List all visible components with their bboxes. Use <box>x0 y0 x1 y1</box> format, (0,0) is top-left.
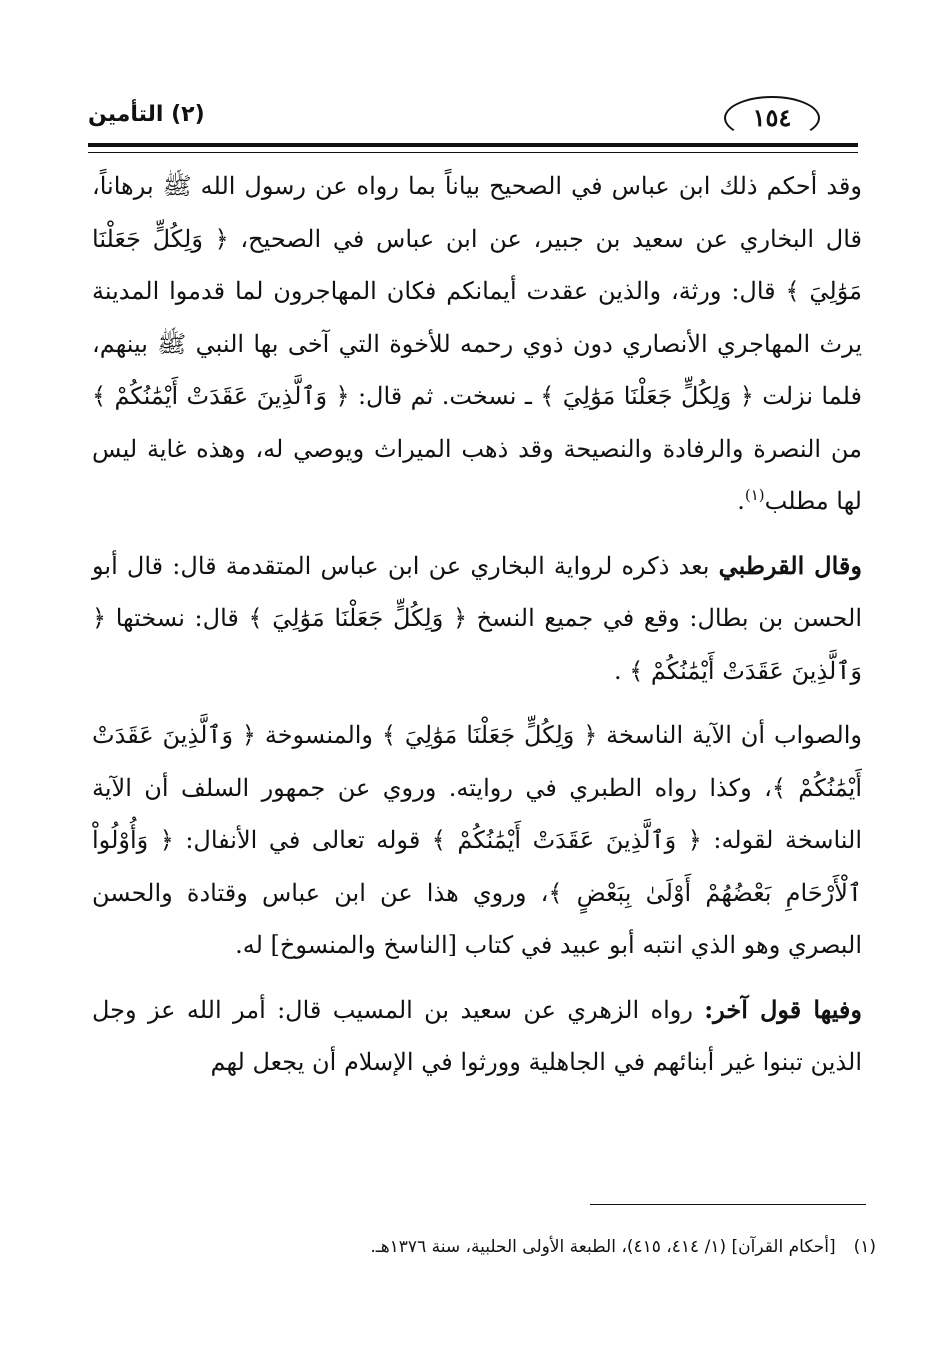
page-header <box>88 96 858 144</box>
paragraph-1 <box>92 160 862 528</box>
paragraph-lead: وفيها قول آخر: <box>704 994 862 1024</box>
header-rule <box>88 143 858 147</box>
footnote-separator <box>590 1204 866 1205</box>
footnote-1 <box>100 1232 876 1262</box>
paragraph-text: والصواب أن الآية الناسخة ﴿ وَلِكُلٍّ جَعَلْنَا مَوَٰلِيَ ﴾ والمنسوخة ﴿ وَٱلَّذِينَ عَقَدَتْ أَيْمَٰنُكُمْ ﴾، وكذا رواه الطبري في روايته. وروي عن جمهور السلف أن الآية الناسخة لقوله: ﴿ وَٱلَّذِينَ عَقَدَتْ أَيْمَٰنُكُمْ ﴾ قوله تعالى في الأنفال: ﴿ وَأُوْلُواْ ٱلْأَرْحَامِ بَعْضُهُمْ أَوْلَىٰ بِبَعْضٍ ﴾، وروي هذا عن ابن عباس وقتادة والحسن البصري وهو الذي انتبه أبو عبيد في كتاب [الناسخ والمنسوخ] له. <box>92 721 862 959</box>
paragraph-lead: وقال القرطبي <box>718 550 862 580</box>
paragraph-text: رواه الزهري عن سعيد بن المسيب قال: أمر الله عز وجل الذين تبنوا غير أبنائهم في الجاهلية وورثوا في الإسلام أن يجعل لهم <box>92 995 862 1076</box>
footnote-number: (١) <box>853 1237 876 1257</box>
paragraph-4 <box>92 984 862 1089</box>
paragraph-text: وقد أحكم ذلك ابن عباس في الصحيح بياناً بما رواه عن رسول الله ﷺ برهاناً، قال البخاري عن سعيد بن جبير، عن ابن عباس في الصحيح، ﴿ وَلِكُلٍّ جَعَلْنَا مَوَٰلِيَ ﴾ قال: ورثة، والذين عقدت أيمانكم فكان المهاجرون لما قدموا المدينة يرث المهاجري الأنصاري دون ذوي رحمه للأخوة التي آخى بها النبي ﷺ بينهم، فلما نزلت ﴿ وَلِكُلٍّ جَعَلْنَا مَوَٰلِيَ ﴾ ـ نسخت. ثم قال: ﴿ وَٱلَّذِينَ عَقَدَتْ أَيْمَٰنُكُمْ ﴾ من النصرة والرفادة والنصيحة وقد ذهب الميراث ويوصي له، وهذه غاية ليس لها مطلب <box>92 172 863 515</box>
paragraph-3 <box>92 709 862 972</box>
paragraph-text: بعد ذكره لرواية البخاري عن ابن عباس المتقدمة قال: قال أبو الحسن بن بطال: وقع في جميع النسخ ﴿ وَلِكُلٍّ جَعَلْنَا مَوَٰلِيَ ﴾ قال: نسختها ﴿ وَٱلَّذِينَ عَقَدَتْ أَيْمَٰنُكُمْ ﴾ . <box>92 551 862 685</box>
footnote-text: [أحكام القرآن] (١/ ٤١٤، ٤١٥)، الطبعة الأولى الحلبية، سنة ١٣٧٦هـ. <box>370 1237 836 1257</box>
header-rule-thin <box>88 152 858 153</box>
main-text <box>92 160 862 1089</box>
running-title: (٢) التأمين <box>88 102 205 127</box>
paragraph-tail: . <box>737 487 745 515</box>
page-number: ١٥٤ <box>724 96 820 140</box>
footnote-reference[interactable]: (١) <box>744 486 765 504</box>
paragraph-2 <box>92 540 862 698</box>
